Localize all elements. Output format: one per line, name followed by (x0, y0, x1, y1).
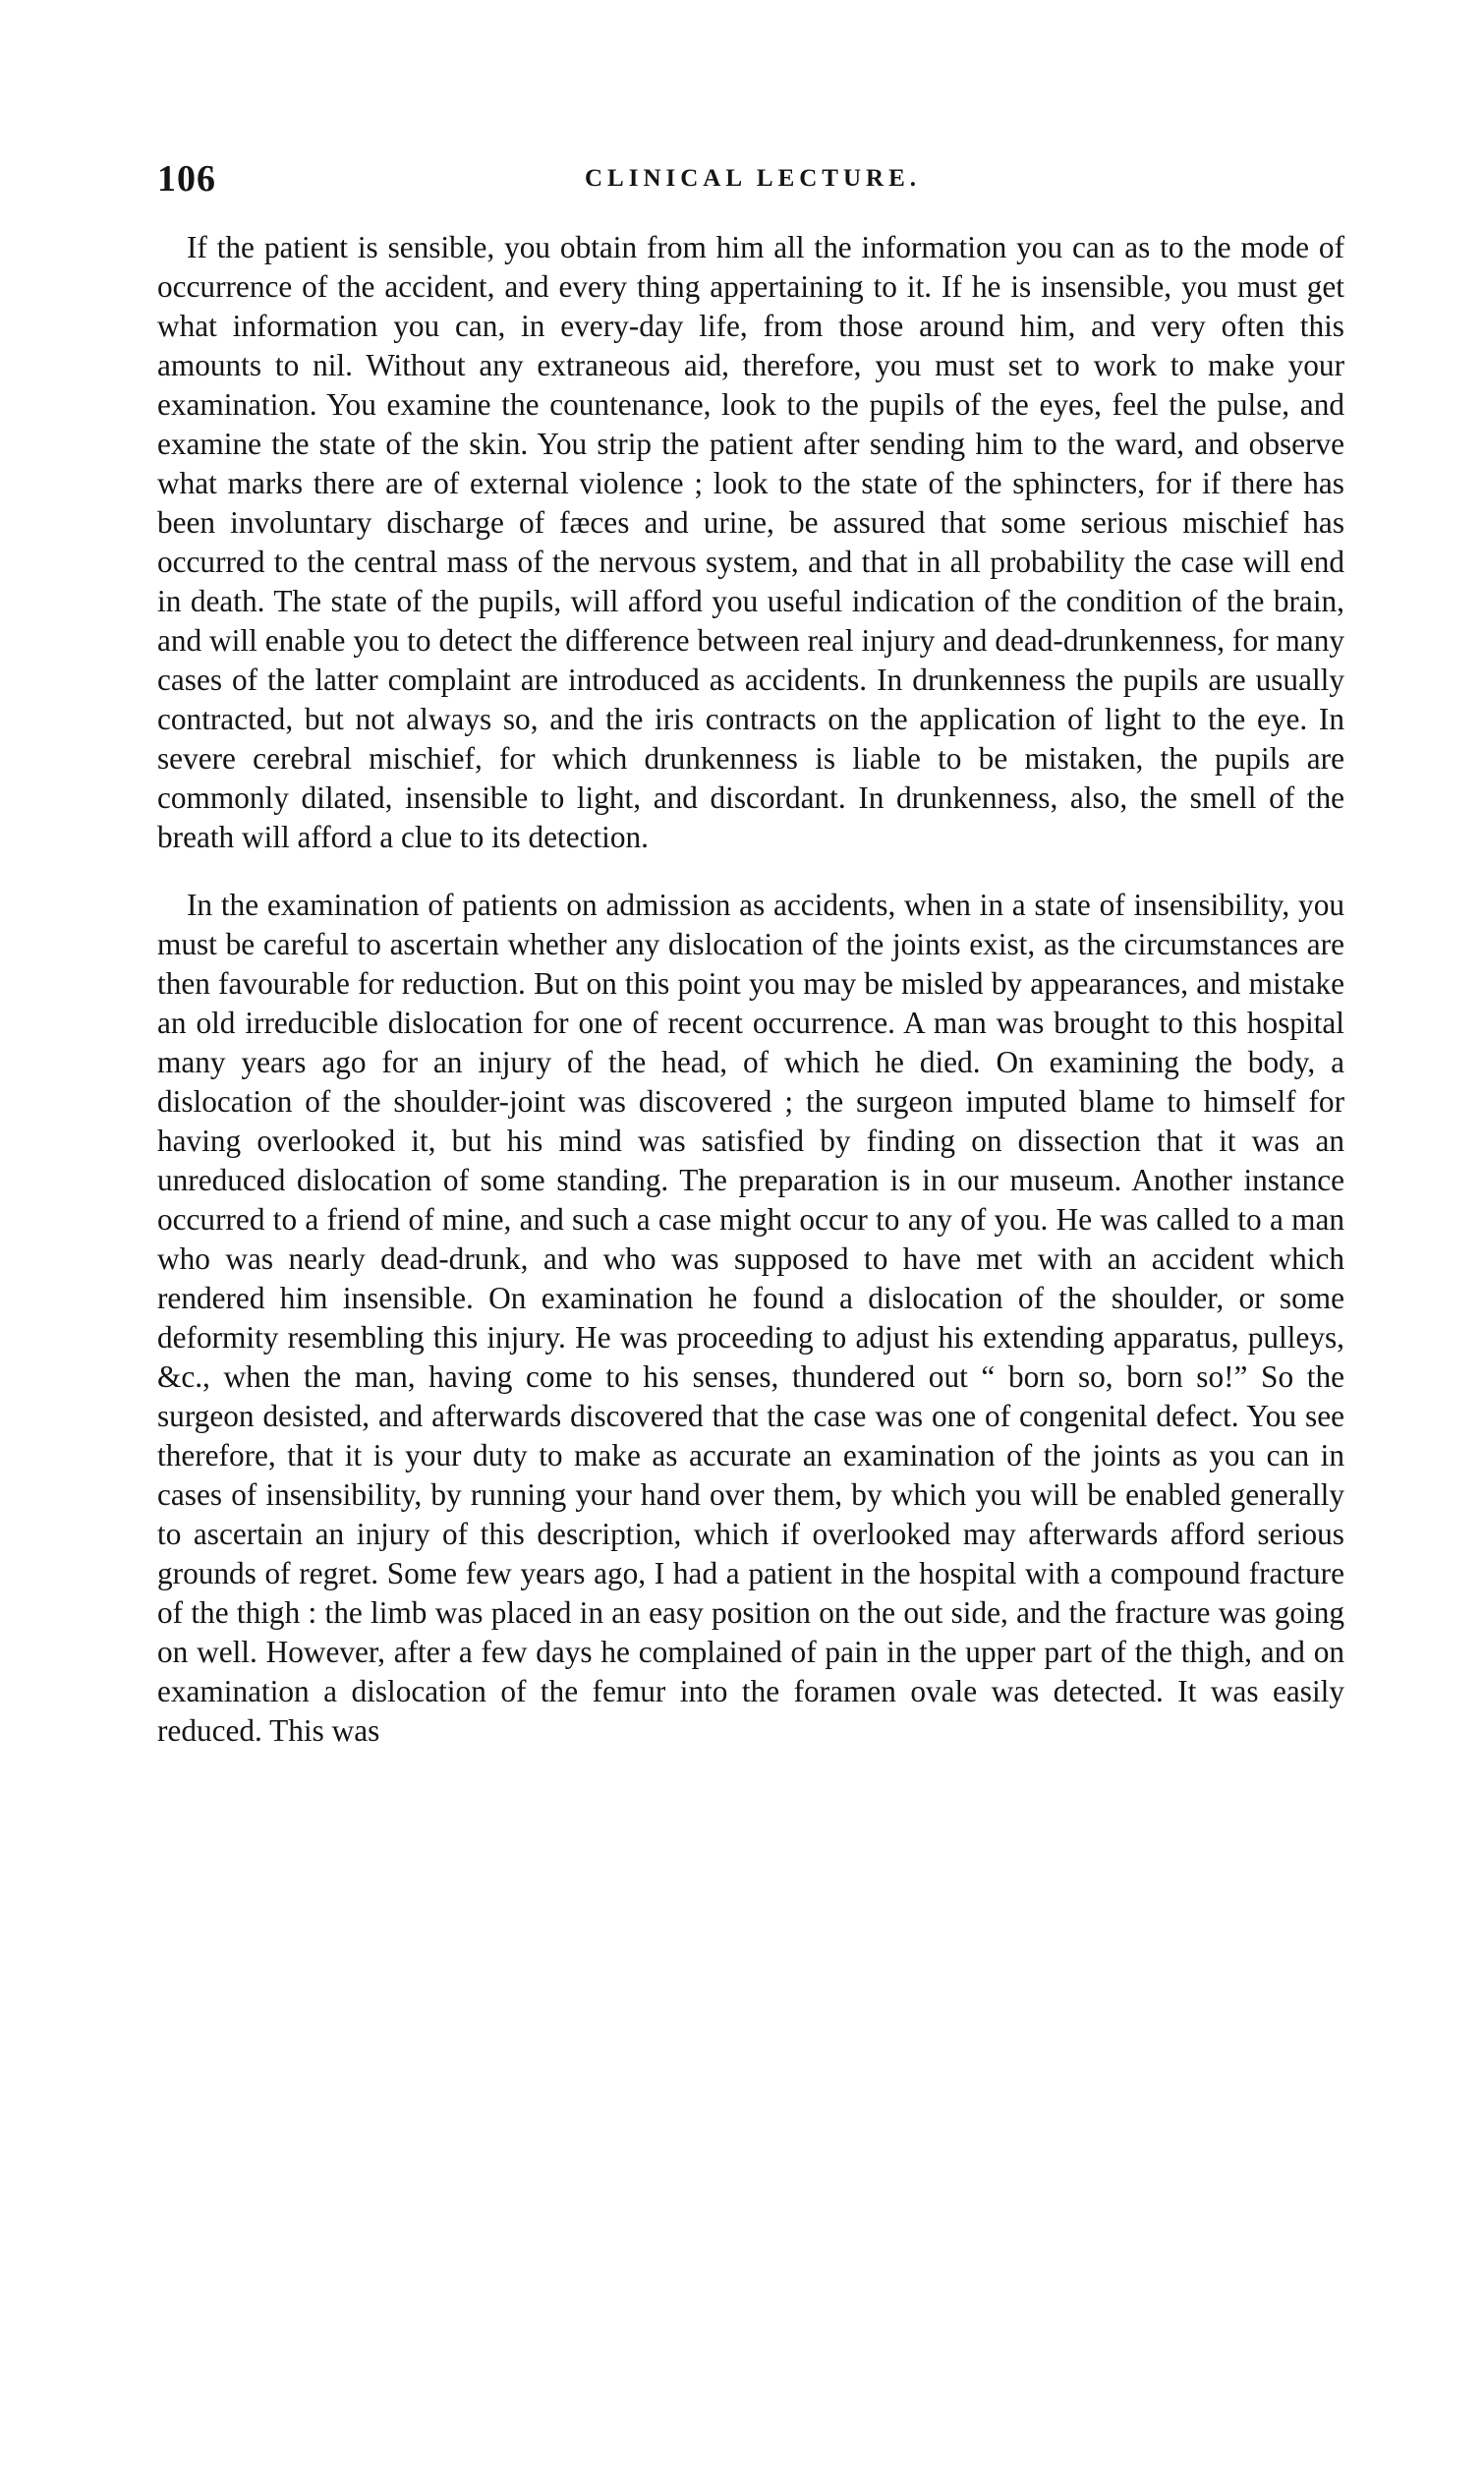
running-head (0, 157, 1484, 206)
paragraph-examination-of-patient: If the patient is sensible, you obtain from him all the information you can as to the mode of occurrence of the accident, and every thing appertaining to it. If he is insensible, you must get what information you can, in every-day life, from those around him, and very often this amounts to nil. Without any extraneous aid, therefore, you must set to work to make your examination. You examine the countenance, look to the pupils of the eyes, feel the pulse, and examine the state of the skin. You strip the patient after sending him to the ward, and observe what marks there are of external violence ; look to the state of the sphincters, for if there has been involuntary discharge of fæces and urine, be assured that some serious mischief has occurred to the central mass of the nervous system, and that in all probability the case will end in death. The state of the pupils, will afford you useful indication of the condition of the brain, and will enable you to detect the difference between real injury and dead-drunkenness, for many cases of the latter complaint are introduced as accidents. In drunkenness the pupils are usually contracted, but not always so, and the iris contracts on the application of light to the eye. In severe cerebral mischief, for which drunkenness is liable to be mistaken, the pupils are commonly dilated, insensible to light, and discordant. In drunkenness, also, the smell of the breath will afford a clue to its detection. (157, 230, 1344, 854)
running-title: CLINICAL LECTURE. (585, 165, 922, 192)
body-text (157, 228, 1344, 1751)
page-number: 106 (157, 158, 216, 200)
paragraph-dislocation-cases: In the examination of patients on admission as accidents, when in a state of insensibility, you must be careful to ascertain whether any dislocation of the joints exist, as the circumstances are then favourable for reduction. But on this point you may be misled by appearances, and mistake an old irreducible dislocation for one of recent occurrence. A man was brought to this hospital many years ago for an injury of the head, of which he died. On examining the body, a dislocation of the shoulder-joint was discovered ; the surgeon imputed blame to himself for having overlooked it, but his mind was satisfied by finding on dissection that it was an unreduced dislocation of some standing. The preparation is in our museum. Another instance occurred to a friend of mine, and such a case might occur to any of you. He was called to a man who was nearly dead-drunk, and who was supposed to have met with an accident which rendered him insensible. On examination he found a dislocation of the shoulder, or some deformity resembling this injury. He was proceeding to adjust his extending apparatus, pulleys, &c., when the man, having come to his senses, thundered out “ born so, born so!” So the surgeon desisted, and afterwards discovered that the case was one of congenital defect. You see therefore, that it is your duty to make as accurate an examination of the joints as you can in cases of insensibility, by running your hand over them, by which you will be enabled generally to ascertain an injury of this description, which if overlooked may afterwards afford serious grounds of regret. Some few years ago, I had a patient in the hospital with a compound fracture of the thigh : the limb was placed in an easy position on the out side, and the fracture was going on well. However, after a few days he complained of pain in the upper part of the thigh, and on examination a dislocation of the femur into the foramen ovale was detected. It was easily reduced. This was (157, 888, 1344, 1748)
